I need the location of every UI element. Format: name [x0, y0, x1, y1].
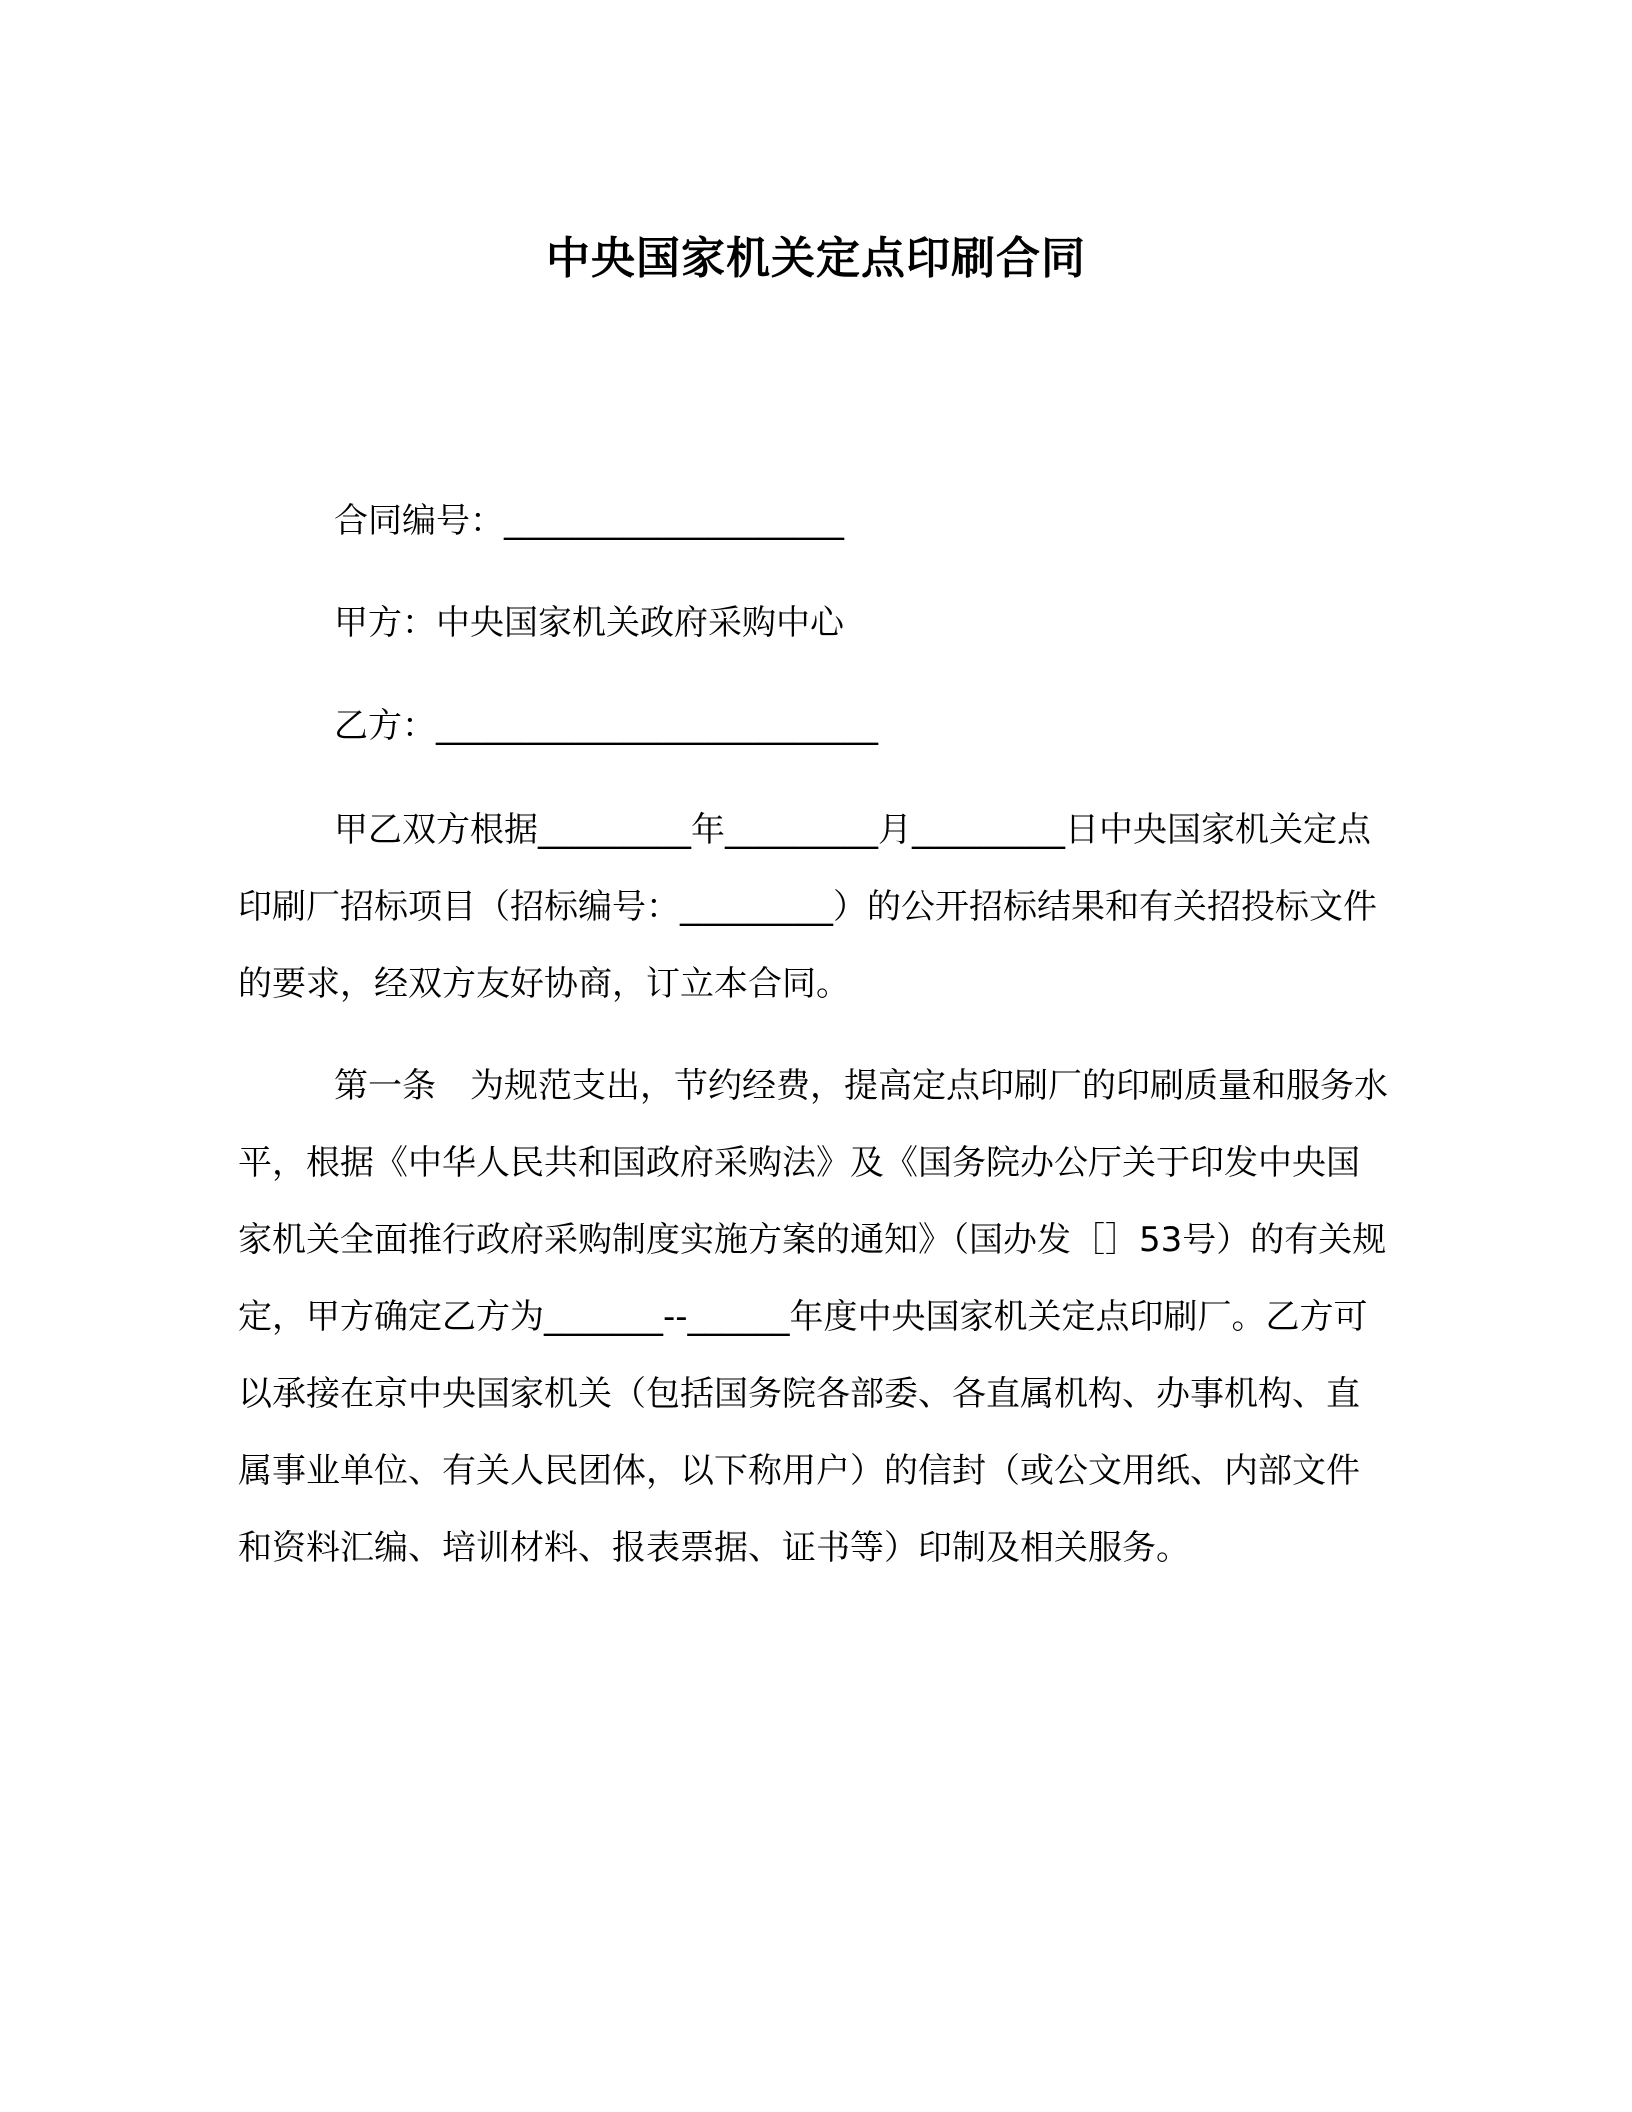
contract-number-field: 合同编号：____________________: [334, 501, 844, 541]
article-one-paragraph: 第一条 为规范支出，节约经费，提高定点印刷厂的印刷质量和服务水平，根据《中华人民共和国政府采购法》及《国务院办公厅关于印发中央国家机关全面推行政府采购制度实施方案的通知》（国办发［］53号）的有关规定，甲方确定乙方为_______--______年度中央国家机关定点印刷厂。乙方可以承接在京中央国家机关（包括国务院各部委、各直属机构、办事机构、直属事业单位、有关人民团体，以下称用户）的信封（或公文用纸、内部文件和资料汇编、培训材料、报表票据、证书等）印制及相关服务。: [238, 1066, 1388, 1568]
party-b-field: 乙方：__________________________: [334, 706, 878, 746]
party-a-field: 甲方：中央国家机关政府采购中心: [334, 603, 844, 643]
preamble-paragraph: 甲乙双方根据_________年_________月_________日中央国家机关定点印刷厂招标项目（招标编号：_________）的公开招标结果和有关招投标文件的要求，经双方友好协商，订立本合同。: [238, 810, 1377, 1004]
document-title: 中央国家机关定点印刷合同: [546, 233, 1086, 284]
